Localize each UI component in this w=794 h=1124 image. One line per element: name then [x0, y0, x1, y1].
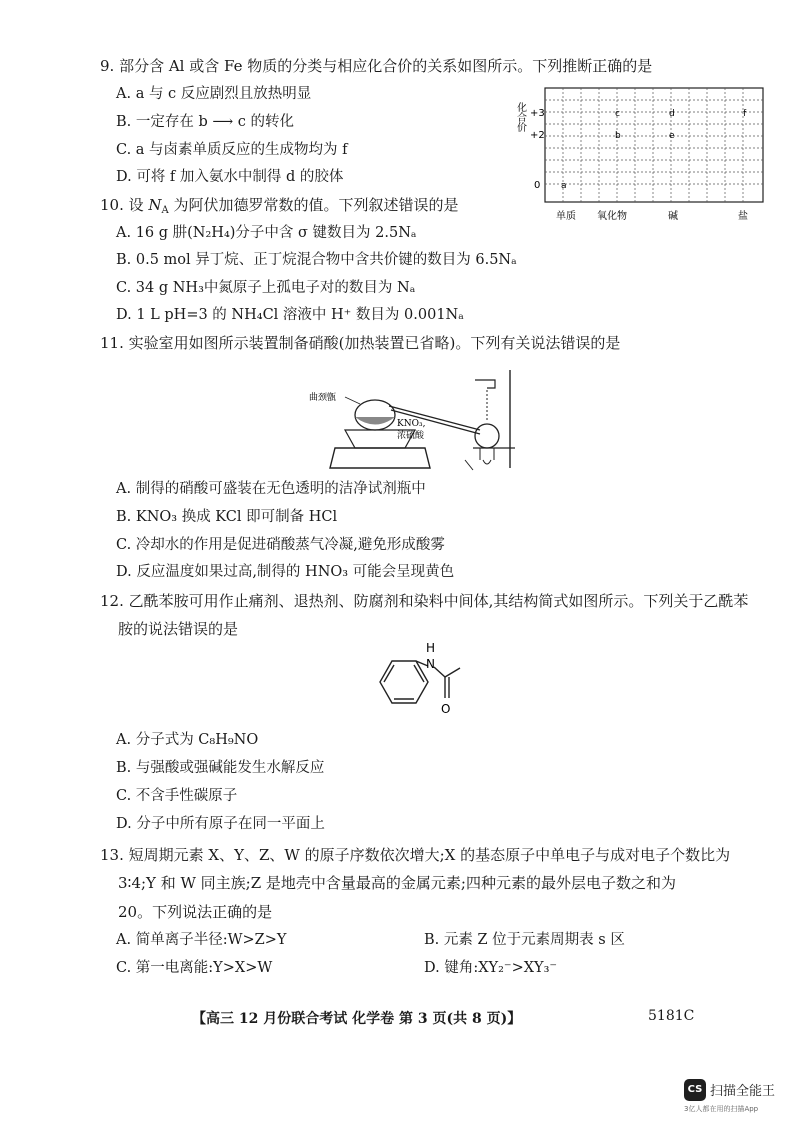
x-label-base: 碱: [668, 211, 678, 222]
chart-grid: [545, 88, 763, 202]
camscanner-logo-icon: CS: [684, 1079, 706, 1101]
point-c: c: [615, 109, 620, 119]
watermark-tagline: 3亿人都在用的扫描App: [684, 1105, 759, 1113]
y-tick-plus2: +2: [530, 130, 545, 141]
q11-stem: 11. 实验室用如图所示装置制备硝酸(加热装置已省略)。下列有关说法错误的是: [100, 334, 621, 352]
atom-n: N: [426, 657, 435, 671]
q9-option-d: D. 可将 f 加入氨水中制得 d 的胶体: [116, 169, 344, 185]
q13-option-d: D. 键角:XY₂⁻>XY₃⁻: [424, 960, 558, 976]
q12-option-d: D. 分子中所有原子在同一平面上: [116, 816, 325, 832]
point-e: e: [669, 131, 675, 141]
atom-h: H: [426, 641, 436, 655]
q10-option-d: D. 1 L pH=3 的 NH₄Cl 溶液中 H⁺ 数目为 0.001Nₐ: [116, 307, 464, 323]
point-d: d: [669, 109, 675, 119]
q13-stem-line1: 13. 短周期元素 X、Y、Z、W 的原子序数依次增大;X 的基态原子中单电子与成对电子个数比为: [100, 846, 731, 864]
y-tick-plus3: +3: [530, 108, 545, 119]
q11-option-d: D. 反应温度如果过高,制得的 HNO₃ 可能会呈现黄色: [116, 564, 455, 580]
q10-option-a: A. 16 g 肼(N₂H₄)分子中含 σ 键数目为 2.5Nₐ: [116, 225, 417, 241]
watermark-name: 扫描全能王: [710, 1084, 776, 1099]
q10-option-c: C. 34 g NH₃中氮原子上孤电子对的数目为 Nₐ: [116, 280, 416, 296]
q10-stem: 10. 设 $N_A$ 为阿伏加德罗常数的值。下列叙述错误的是: [100, 196, 459, 216]
retort-flask: [355, 400, 395, 430]
label-kno3: KNO₃,: [397, 419, 426, 429]
q12-stem-line2: 胺的说法错误的是: [118, 620, 239, 638]
chart-y-label: 化合价: [514, 102, 526, 132]
q10-option-b: B. 0.5 mol 异丁烷、正丁烷混合物中含共价键的数目为 6.5Nₐ: [116, 252, 517, 268]
atom-o: O: [441, 702, 451, 716]
q12-option-b: B. 与强酸或强碱能发生水解反应: [116, 760, 325, 776]
q12-option-a: A. 分子式为 C₈H₉NO: [116, 732, 259, 748]
label-retort: 曲颈甑: [309, 393, 337, 403]
nitric-acid-apparatus-figure: [305, 360, 535, 475]
point-b: b: [615, 131, 621, 141]
q9-stem: 9. 部分含 Al 或含 Fe 物质的分类与相应化合价的关系如图所示。下列推断正确的是: [100, 57, 653, 75]
x-label-oxide: 氧化物: [597, 211, 627, 222]
valence-classification-chart: [500, 82, 770, 232]
q9-option-c: C. a 与卤素单质反应的生成物均为 f: [116, 142, 348, 158]
q13-stem-line3: 20。下列说法正确的是: [118, 903, 273, 921]
y-tick-0: 0: [534, 180, 541, 191]
point-a: a: [561, 181, 567, 191]
benzene-ring: [380, 661, 428, 703]
x-axis-labels: [556, 209, 748, 222]
label-h2so4: 浓硫酸: [397, 431, 425, 441]
footer-title: 【高三 12 月份联合考试 化学卷 第 3 页(共 8 页)】: [192, 1011, 522, 1027]
q9-option-a: A. a 与 c 反应剧烈且放热明显: [116, 86, 312, 102]
stand-base: [330, 448, 430, 468]
q13-option-a: A. 简单离子半径:W>Z>Y: [116, 932, 287, 948]
q12-option-c: C. 不含手性碳原子: [116, 788, 238, 804]
q13-option-b: B. 元素 Z 位于元素周期表 s 区: [424, 932, 625, 948]
q13-stem-line2: 3∶4;Y 和 W 同主族;Z 是地壳中含量最高的金属元素;四种元素的最外层电子数之和为: [118, 874, 676, 892]
footer-code: 5181C: [648, 1008, 695, 1024]
receiver-flask: [475, 424, 499, 448]
point-f: f: [743, 109, 747, 119]
acetanilide-structure-figure: [370, 640, 480, 725]
x-label-salt: 盐: [738, 211, 748, 222]
q9-option-b: B. 一定存在 b ⟶ c 的转化: [116, 114, 294, 130]
q11-option-a: A. 制得的硝酸可盛装在无色透明的洁净试剂瓶中: [116, 481, 426, 497]
q12-stem-line1: 12. 乙酰苯胺可用作止痛剂、退热剂、防腐剂和染料中间体,其结构简式如图所示。下列关于乙酰苯: [100, 592, 749, 610]
q13-option-c: C. 第一电离能:Y>X>W: [116, 960, 273, 976]
water-tap: [475, 380, 495, 388]
chart-frame: [545, 88, 763, 202]
x-label-element: 单质: [556, 211, 576, 222]
q11-option-b: B. KNO₃ 换成 KCl 即可制备 HCl: [116, 509, 338, 525]
chart-points: [561, 109, 747, 191]
q11-option-c: C. 冷却水的作用是促进硝酸蒸气冷凝,避免形成酸雾: [116, 537, 445, 553]
